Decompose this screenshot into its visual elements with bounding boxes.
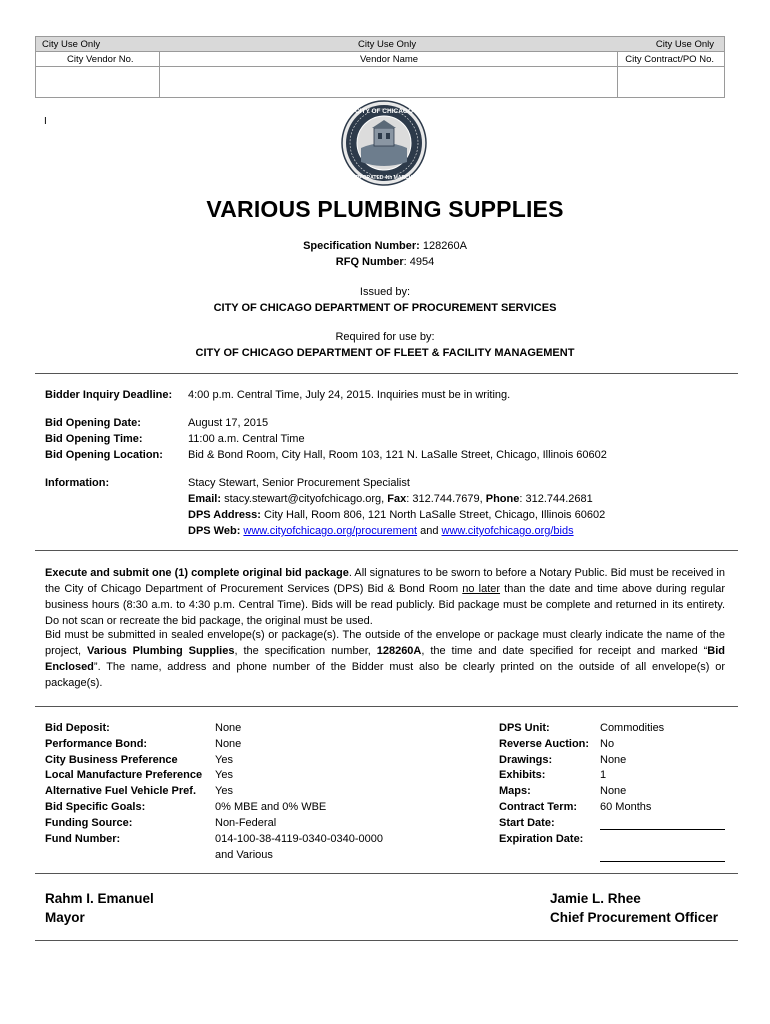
table-divider: [617, 52, 618, 97]
expiration-date-blank: [600, 861, 725, 862]
fax-label: Fax: [387, 493, 407, 505]
detail-value: Commodities: [600, 722, 665, 734]
detail-label: DPS Unit:: [499, 722, 550, 734]
dps-web: [188, 523, 574, 539]
detail-label: Bid Deposit:: [45, 722, 110, 734]
bid-opening-time-label: Bid Opening Time:: [45, 433, 143, 445]
rfq-label: RFQ Number: [335, 256, 404, 268]
detail-value: Non-Federal: [215, 817, 277, 829]
detail-label: Drawings:: [499, 754, 553, 766]
city-use-table: [35, 36, 725, 98]
instruction-text: , the specification number,: [234, 645, 377, 657]
instruction-emphasis: Execute and submit one (1) complete original bid package: [45, 567, 349, 579]
dps-address-value: City Hall, Room 806, 121 North LaSalle Street, Chicago, Illinois 60602: [260, 509, 606, 521]
bid-opening-time-value: 11:00 a.m. Central Time: [188, 433, 305, 445]
dps-address: [188, 507, 605, 523]
web-and: and: [417, 525, 442, 537]
spec-value: 128260A: [422, 240, 467, 252]
bid-opening-location-label: Bid Opening Location:: [45, 449, 163, 461]
inquiry-deadline-value: 4:00 p.m. Central Time, July 24, 2015. Inquiries must be in writing.: [188, 389, 511, 401]
instruction-text: , the time and date specified for receipt and marked “: [421, 645, 708, 657]
project-name: Various Plumbing Supplies: [86, 645, 235, 657]
detail-label: City Business Preference: [45, 754, 178, 766]
detail-label: Expiration Date:: [499, 833, 584, 845]
bid-opening-date-value: August 17, 2015: [188, 417, 269, 429]
svg-text:INCORPORATED 4th MARCH 1837: INCORPORATED 4th MARCH 1837: [343, 175, 425, 181]
city-use-label: City Use Only: [358, 39, 417, 50]
instruction-text: ”. The name, address and phone number of the Bidder must also be clearly printed on the outside of all envelope(s) or package(s).: [45, 661, 725, 689]
fund-number-continued: and Various: [215, 849, 273, 861]
detail-label: Performance Bond:: [45, 738, 148, 750]
svg-text:CITY OF CHICAGO: CITY OF CHICAGO: [354, 108, 414, 115]
detail-value: 014-100-38-4119-0340-0340-0000: [215, 833, 383, 845]
detail-label: Local Manufacture Preference: [45, 769, 203, 781]
spec-number-inline: 128260A: [376, 645, 422, 657]
detail-value: None: [600, 754, 627, 766]
email-value: stacy.stewart@cityofchicago.org,: [221, 493, 388, 505]
detail-value: None: [215, 722, 242, 734]
table-divider: [159, 52, 160, 97]
procurement-link[interactable]: www.cityofchicago.org/procurement: [243, 525, 418, 537]
detail-value: Yes: [215, 769, 233, 781]
divider: [35, 940, 738, 941]
required-for-department: CITY OF CHICAGO DEPARTMENT OF FLEET & FACILITY MANAGEMENT: [195, 347, 575, 359]
contact-name: Stacy Stewart, Senior Procurement Specialist: [188, 477, 410, 489]
contract-po-label: City Contract/PO No.: [625, 54, 714, 65]
detail-value: Yes: [215, 754, 233, 766]
vendor-name-label: Vendor Name: [360, 54, 419, 65]
email-label: Email:: [188, 493, 222, 505]
dps-address-label: DPS Address:: [188, 509, 261, 521]
vendor-no-label: City Vendor No.: [67, 54, 134, 65]
issued-by-label: Issued by:: [359, 286, 411, 298]
stray-mark: I: [44, 116, 47, 127]
bid-opening-location-value: Bid & Bond Room, City Hall, Room 103, 121 N. LaSalle Street, Chicago, Illinois 60602: [188, 449, 607, 461]
detail-value: 1: [600, 769, 607, 781]
detail-value: 60 Months: [600, 801, 652, 813]
detail-value: None: [215, 738, 242, 750]
divider: [35, 550, 738, 551]
contact-details: [188, 491, 593, 507]
instruction-text: . All signatures to be sworn to before a Notary Public. Bid must be received in the City of Chicago Department of Procurement Services (DPS) Bid & Bond Room: [45, 567, 725, 595]
document-title: VARIOUS PLUMBING SUPPLIES: [206, 196, 564, 222]
detail-label: Funding Source:: [45, 817, 133, 829]
city-of-chicago-seal: [341, 100, 427, 186]
spec-label: Specification Number:: [303, 240, 420, 252]
detail-value: No: [600, 738, 615, 750]
divider: [35, 373, 738, 374]
divider: [35, 873, 738, 874]
dps-web-label: DPS Web:: [188, 525, 241, 537]
detail-label: Exhibits:: [499, 769, 546, 781]
envelope-instructions: [45, 627, 725, 691]
bid-enclosed-text: Bid Enclosed: [45, 645, 725, 673]
specification-number: [0, 238, 770, 254]
cpo-title: Chief Procurement Officer: [550, 910, 719, 925]
submission-instructions: [45, 565, 725, 629]
detail-label: Contract Term:: [499, 801, 578, 813]
phone-label: Phone: [485, 493, 520, 505]
detail-label: Maps:: [499, 785, 531, 797]
bid-opening-date-label: Bid Opening Date:: [45, 417, 141, 429]
detail-label: Fund Number:: [45, 833, 121, 845]
issued-by-department: CITY OF CHICAGO DEPARTMENT OF PROCUREMENT SERVICES: [213, 302, 557, 314]
information-label: Information:: [45, 477, 110, 489]
detail-label: Start Date:: [499, 817, 555, 829]
rfq-number: [0, 254, 770, 270]
start-date-blank: [600, 829, 725, 830]
bids-link[interactable]: www.cityofchicago.org/bids: [441, 525, 574, 537]
detail-value: None: [600, 785, 627, 797]
inquiry-deadline-label: Bidder Inquiry Deadline:: [45, 389, 173, 401]
fax-value: : 312.744.7679,: [406, 493, 486, 505]
cpo-name: Jamie L. Rhee: [550, 891, 641, 906]
detail-label: Reverse Auction:: [499, 738, 590, 750]
city-use-label: City Use Only: [655, 39, 714, 50]
no-later-text: no later: [462, 583, 501, 595]
detail-label: Alternative Fuel Vehicle Pref.: [45, 785, 197, 797]
mayor-title: Mayor: [45, 910, 85, 925]
rfq-value: : 4954: [403, 256, 435, 268]
instruction-text: than the date and time above during regular business hours (8:30 a.m. to 4:30 p.m. Central Time). Bids will be read publicly. Bid package must be complete and returned in its entirety. Do not scan or recreate the bid package, the original must be used.: [45, 583, 725, 627]
phone-value: : 312.744.2681: [519, 493, 593, 505]
detail-value: 0% MBE and 0% WBE: [215, 801, 327, 813]
detail-label: Bid Specific Goals:: [45, 801, 146, 813]
divider: [35, 706, 738, 707]
required-for-label: Required for use by:: [335, 331, 435, 343]
detail-value: Yes: [215, 785, 233, 797]
city-use-label: City Use Only: [42, 39, 101, 50]
instruction-text: Bid must be submitted in sealed envelope(s) or package(s). The outside of the envelope or package must clearly indicate the name of the project,: [45, 629, 725, 657]
mayor-name: Rahm I. Emanuel: [45, 891, 154, 906]
